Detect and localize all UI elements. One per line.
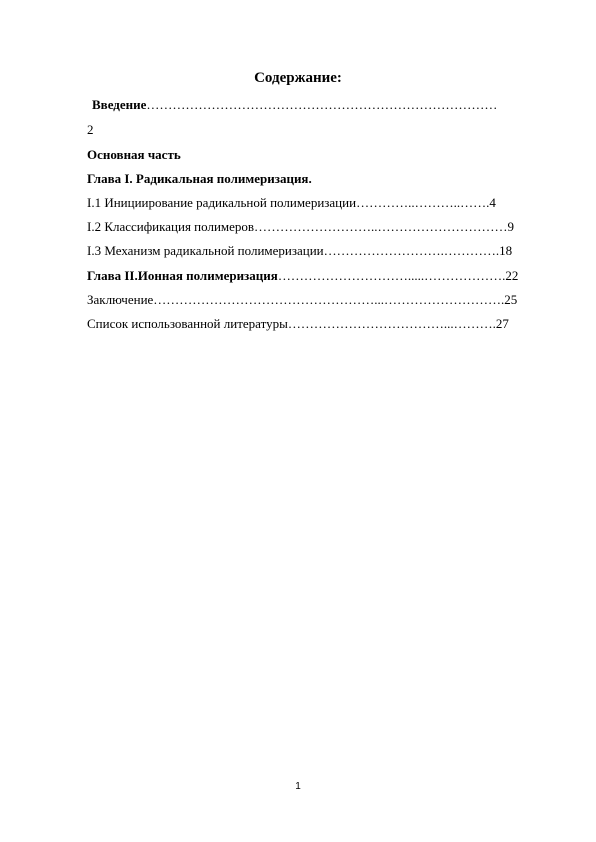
toc-entry-leader: ………………………..…………………………9 xyxy=(254,219,515,234)
toc-entry-label: Глава II.Ионная полимеризация xyxy=(87,268,278,283)
toc-entry-label: Список использованной литературы xyxy=(87,316,288,331)
toc-entry-leader: ………………………………...……….27 xyxy=(287,316,509,331)
toc-entry-leader: ……………………………………………...……………………….25 xyxy=(153,292,518,307)
toc-entry-label: I.3 Механизм радикальной полимеризации xyxy=(87,243,324,258)
toc-entry-section-1-3 xyxy=(87,243,547,259)
page-number: 1 xyxy=(295,781,301,792)
toc-entry-label: I.2 Классификация полимеров xyxy=(87,219,255,234)
toc-entry-introduction xyxy=(92,97,544,113)
toc-entry-conclusion xyxy=(87,292,547,308)
toc-entry-label: Заключение xyxy=(87,292,154,307)
toc-entry-label: Введение xyxy=(92,97,147,112)
toc-entry-label: Основная часть xyxy=(87,147,181,162)
toc-title: Содержание: xyxy=(254,70,342,86)
toc-entry-main-part xyxy=(87,147,547,163)
toc-entry-introduction-page xyxy=(87,122,547,138)
toc-entry-label: Глава I. Радикальная полимеризация. xyxy=(87,171,312,186)
toc-entry-chapter-2 xyxy=(87,268,547,284)
toc-entry-references xyxy=(87,316,547,332)
toc-entry-page: 2 xyxy=(87,122,94,137)
toc-entry-leader: ……………………………………………………………………… xyxy=(146,97,498,112)
toc-entry-leader: …………..………..…….4 xyxy=(356,195,496,210)
toc-entry-leader: ………………………….....……………….22 xyxy=(277,268,519,283)
toc-entry-section-1-2 xyxy=(87,219,547,235)
toc-entry-chapter-1 xyxy=(87,171,547,187)
toc-entry-leader: ……………………….………….18 xyxy=(323,243,513,258)
toc-entry-label: I.1 Инициирование радикальной полимеризации xyxy=(87,195,357,210)
toc-entry-section-1-1 xyxy=(87,195,547,211)
